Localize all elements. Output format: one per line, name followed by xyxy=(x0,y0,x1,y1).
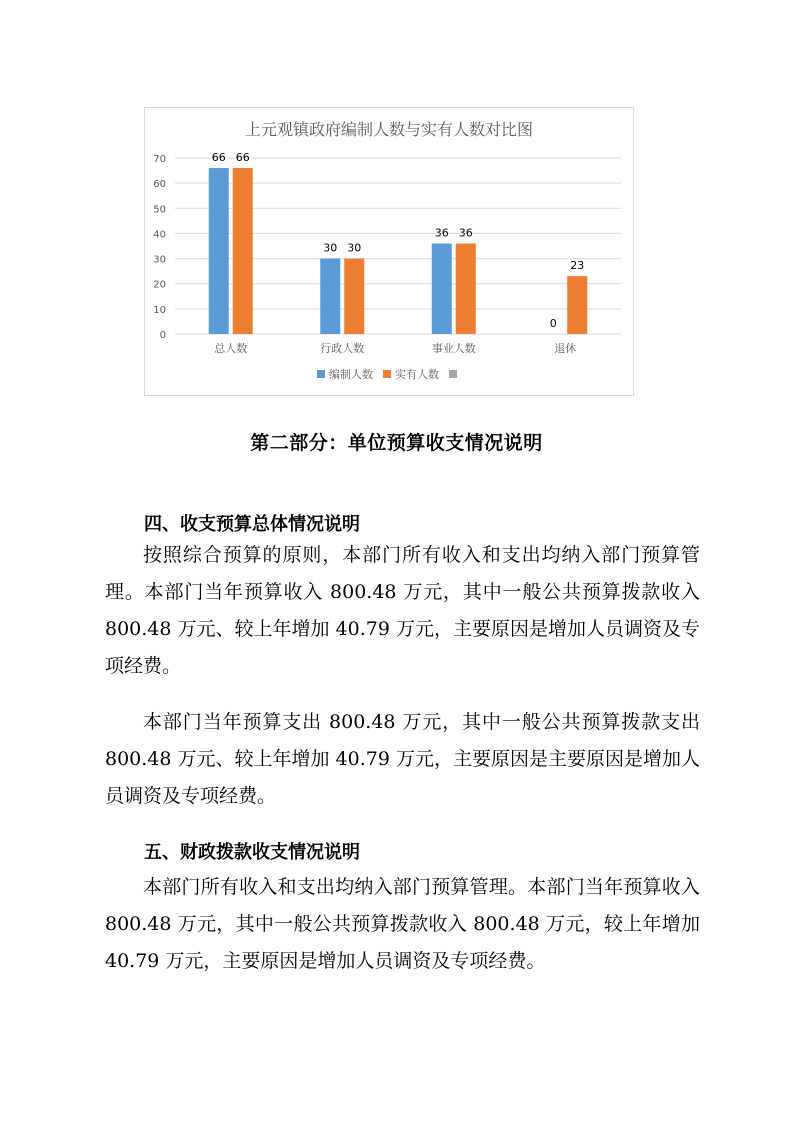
paragraph-fiscal-income: 本部门所有收入和支出均纳入部门预算管理。本部门当年预算收入 800.48 万元，其中一般公共预算拨款收入 800.48 万元，较上年增加 40.79 万元，主要原因是增加人员调资及专项经费。 xyxy=(105,876,700,972)
bar xyxy=(456,243,476,334)
x-tick-label: 退休 xyxy=(554,342,577,355)
data-label: 36 xyxy=(458,226,473,240)
paragraph-budget-income: 按照综合预算的原则，本部门所有收入和支出均纳入部门预算管理。本部门当年预算收入 800.48 万元，其中一般公共预算拨款收入 800.48 万元、较上年增加 40.79 万元，主要原因是增加人员调资及专项经费。 xyxy=(105,544,700,677)
data-label: 23 xyxy=(570,259,585,273)
data-label: 30 xyxy=(347,241,362,255)
y-tick-label: 70 xyxy=(153,154,166,165)
bar xyxy=(233,168,253,334)
bar xyxy=(209,168,229,334)
bar-chart xyxy=(144,107,634,396)
data-label: 36 xyxy=(434,226,449,240)
bar xyxy=(320,259,340,334)
data-label: 66 xyxy=(211,151,226,165)
legend-label: 实有人数 xyxy=(395,368,439,381)
y-tick-label: 60 xyxy=(153,179,166,191)
x-tick-label: 事业人数 xyxy=(431,342,476,355)
x-tick-label: 总人数 xyxy=(214,342,248,355)
legend-swatch xyxy=(383,370,391,378)
data-label: 0 xyxy=(549,317,557,330)
paragraph-budget-expense: 本部门当年预算支出 800.48 万元，其中一般公共预算拨款支出 800.48 万元、较上年增加 40.79 万元，主要原因是主要原因是增加人员调资及专项经费。 xyxy=(105,711,700,807)
y-tick-label: 10 xyxy=(153,304,166,316)
legend-swatch xyxy=(449,370,457,378)
chart-canvas xyxy=(145,108,633,395)
data-label: 30 xyxy=(323,241,338,255)
legend-label: 编制人数 xyxy=(329,368,373,381)
bar xyxy=(344,259,364,334)
y-tick-label: 20 xyxy=(153,279,166,291)
section-title: 第二部分：单位预算收支情况说明 xyxy=(250,432,543,454)
heading-budget-overview: 四、收支预算总体情况说明 xyxy=(144,514,360,535)
data-label: 66 xyxy=(235,151,250,165)
heading-fiscal-appropriation: 五、财政拨款收支情况说明 xyxy=(144,842,360,863)
chart-title: 上元观镇政府编制人数与实有人数对比图 xyxy=(244,120,534,139)
x-tick-label: 行政人数 xyxy=(320,342,365,355)
bar xyxy=(567,276,587,334)
y-tick-label: 50 xyxy=(153,204,166,216)
legend-swatch xyxy=(317,370,325,378)
y-tick-label: 30 xyxy=(153,254,166,266)
y-tick-label: 40 xyxy=(153,229,166,241)
y-tick-label: 0 xyxy=(159,330,166,341)
bar xyxy=(432,243,452,334)
